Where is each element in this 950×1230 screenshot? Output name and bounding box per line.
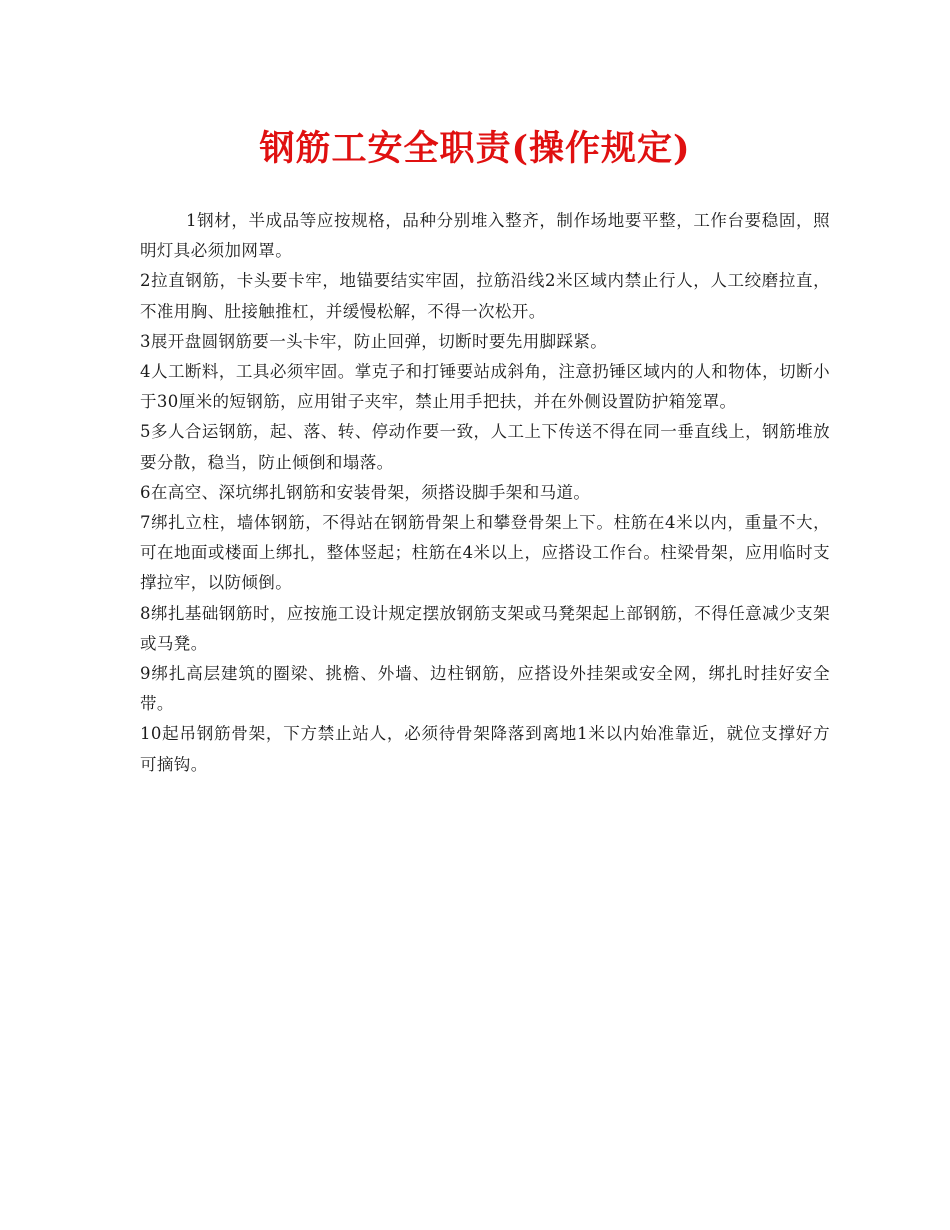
paragraph-6: 6在高空、深坑绑扎钢筋和安装骨架，须搭设脚手架和马道。 — [140, 482, 591, 502]
document-title: 钢筋工安全职责(操作规定) — [259, 128, 691, 169]
paragraph-8: 8绑扎基础钢筋时，应按施工设计规定摆放钢筋支架或马凳架起上部钢筋，不得任意减少支架或马凳。 — [140, 603, 830, 653]
paragraph-1: 1钢材，半成品等应按规格，品种分别堆入整齐，制作场地要平整，工作台要稳固，照明灯具必须加网罩。 — [140, 211, 830, 261]
paragraph-4: 4人工断料，工具必须牢固。掌克子和打锤要站成斜角，注意扔锤区域内的人和物体，切断小于30厘米的短钢筋，应用钳子夹牢，禁止用手把扶，并在外侧设置防护箱笼罩。 — [140, 362, 830, 412]
paragraph-3: 3展开盘圆钢筋要一头卡牢，防止回弹，切断时要先用脚踩紧。 — [140, 331, 608, 351]
paragraph-2: 2拉直钢筋，卡头要卡牢，地锚要结实牢固，拉筋沿线2米区域内禁止行人，人工绞磨拉直，不准用胸、肚接触推杠，并缓慢松解，不得一次松开。 — [140, 271, 830, 321]
paragraph-10: 10起吊钢筋骨架，下方禁止站人，必须待骨架降落到离地1米以内始准靠近，就位支撑好方可摘钩。 — [140, 724, 830, 774]
paragraph-7: 7绑扎立柱，墙体钢筋，不得站在钢筋骨架上和攀登骨架上下。柱筋在4米以内，重量不大，可在地面或楼面上绑扎，整体竖起；柱筋在4米以上，应搭设工作台。柱梁骨架，应用临时支撑拉牢，以防倾倒。 — [140, 513, 830, 593]
document-body — [140, 206, 830, 780]
paragraph-5: 5多人合运钢筋，起、落、转、停动作要一致，人工上下传送不得在同一垂直线上，钢筋堆放要分散，稳当，防止倾倒和塌落。 — [140, 422, 830, 472]
paragraph-9: 9绑扎高层建筑的圈梁、挑檐、外墙、边柱钢筋，应搭设外挂架或安全网，绑扎时挂好安全带。 — [140, 664, 830, 714]
